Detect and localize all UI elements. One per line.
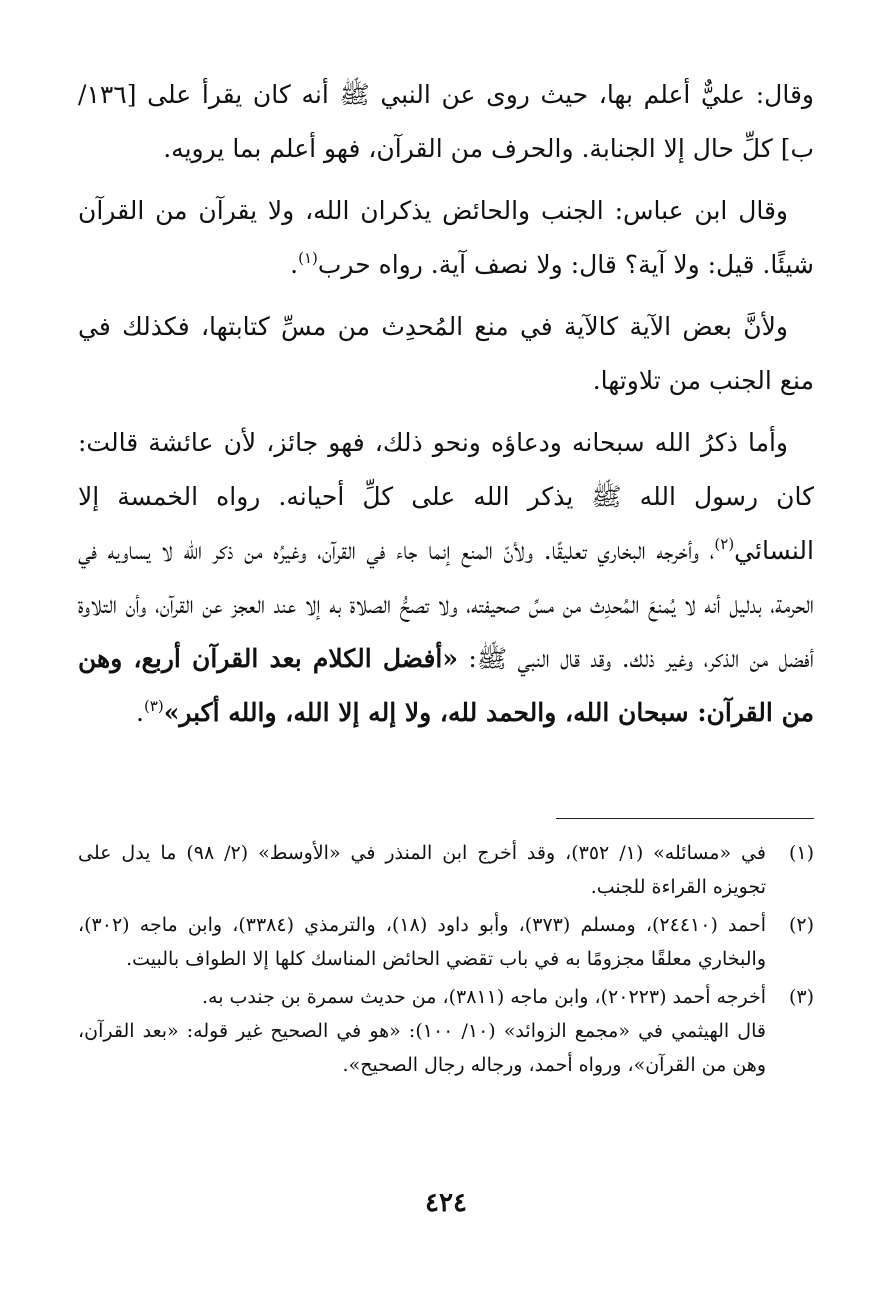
footnote-text: قال الهيثمي في «مجمع الزوائد» (١٠/ ١٠٠): «هو في الصحيح غير قوله: «بعد القرآن، وهن من القرآن»، ورواه أحمد، ورجاله رجال الصحيح».	[78, 1020, 766, 1076]
hadith-quote: «أفضل الكلام بعد القرآن أربع، وهن من القرآن: سبحان الله، والحمد لله، ولا إله إلا الله، والله أكبر»	[78, 644, 814, 727]
text-segment: .	[135, 698, 144, 727]
footnote-separator	[556, 818, 814, 819]
footnote-marker: (١)	[298, 249, 318, 267]
footnote-number: (٣)	[788, 986, 814, 1008]
footnote-text: أحمد (٢٤٤١٠)، ومسلم (٣٧٣)، وأبو داود (١٨)، والترمذي (٣٣٨٤)، وابن ماجه (٣٠٢)، والبخاري معلقًا مجزومًا به في باب تقضي الحائض المناسك كلها إلا الطواف بالبيت.	[78, 914, 767, 970]
footnotes	[78, 836, 814, 1086]
text-segment: وقال ابن عباس: الجنب والحائض يذكران الله، ولا يقرآن من القرآن شيئًا. قيل: ولا آية؟ قال: ولا نصف آية. رواه حرب	[78, 196, 814, 279]
text-segment: .	[290, 250, 299, 279]
footnote-number: (١)	[788, 842, 814, 864]
main-text	[78, 68, 814, 748]
footnote-text: أخرجه أحمد (٢٠٢٢٣)، وابن ماجه (٣٨١١)، من حديث سمرة بن جندب به.	[201, 986, 766, 1008]
footnote	[78, 980, 814, 1082]
footnote-number: (٢)	[788, 914, 814, 936]
paragraph	[78, 416, 814, 740]
footnote	[78, 908, 814, 976]
paragraph	[78, 300, 814, 408]
paragraph	[78, 184, 814, 292]
paragraph	[78, 68, 814, 176]
text-segment: وأما ذكرُ الله سبحانه ودعاؤه ونحو ذلك، فهو جائز، لأن عائشة قالت: كان رسول الله ﷺ يذكر الله على كلِّ أحيانه. رواه الخمسة إلا النسائي	[78, 428, 814, 565]
footnote-marker: (٣)	[143, 697, 164, 715]
footnote-text: في «مسائله» (١/ ٣٥٢)، وقد أخرج ابن المنذر في «الأوسط» (٢/ ٩٨) ما يدل على تجويزه القراءة للجنب.	[78, 842, 766, 898]
page-number: ٤٢٤	[425, 1188, 467, 1218]
text-segment: ، وأخرجه البخاري تعليقًا. ولأنّ المنع إنما جاء في القرآن، وغيرُه من ذكر الله لا يساويه في الحرمة، بدليل أنه لا يُمنعَ المُحدِث من مسِّ صحيفته، ولا تصحُّ الصلاة به إلا عند العجز عن القرآن، وأن التلاوة أفضل من الذكر، وغير ذلك. وقد قال النبي ﷺ:	[78, 536, 814, 673]
footnote-marker: (٢)	[714, 535, 735, 553]
text-segment: ولأنَّ بعض الآية كالآية في منع المُحدِث من مسِّ كتابتها، فكذلك في منع الجنب من تلاوتها.	[78, 312, 814, 395]
footnote	[78, 836, 814, 904]
text-segment: وقال: عليٌّ أعلم بها، حيث روى عن النبي ﷺ أنه كان يقرأ على [١٣٦/ ب] كلِّ حال إلا الجنابة. والحرف من القرآن، فهو أعلم بما يرويه.	[78, 80, 814, 163]
